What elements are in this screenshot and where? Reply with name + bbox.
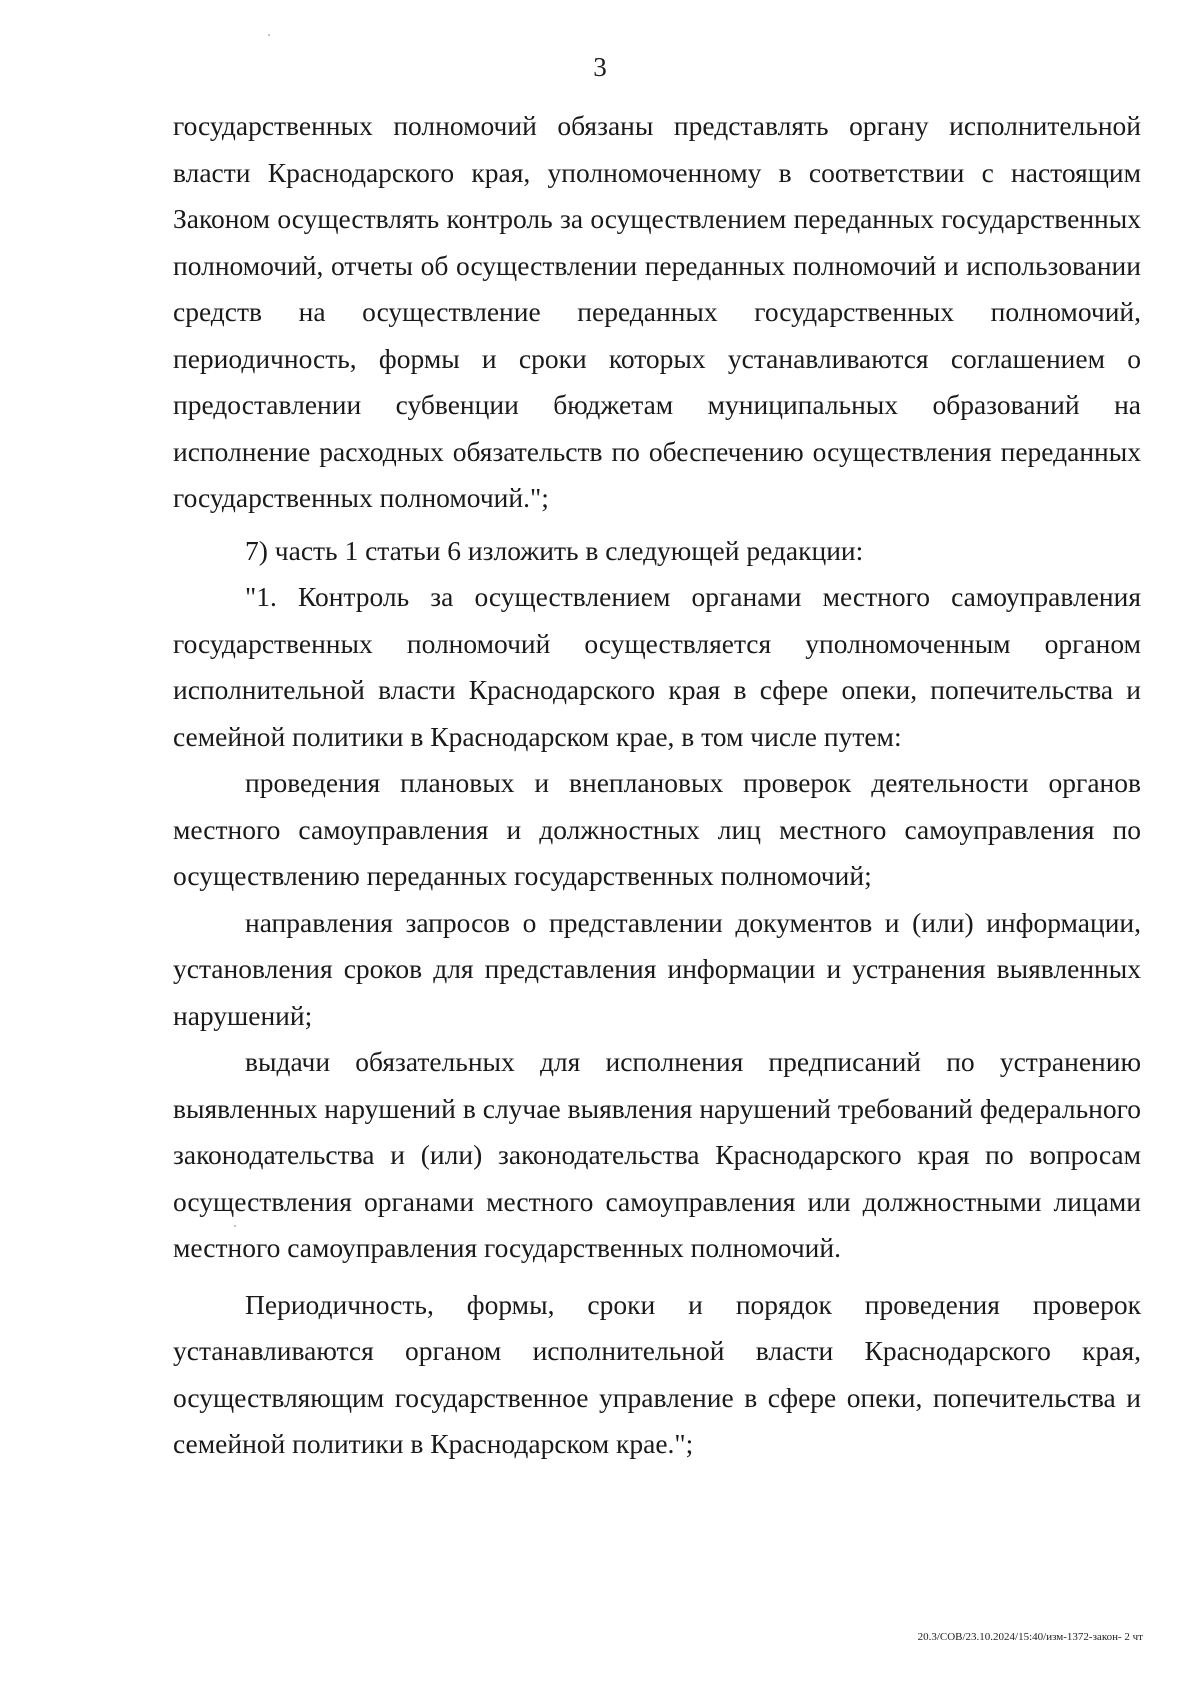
document-footer-code: 20.3/СОВ/23.10.2024/15:40/изм-1372-закон- 2 чт (917, 1631, 1143, 1643)
paragraph-requests: направления запросов о представлении документов и (или) информации, установления сроков для представления информации и устранения выявленных нарушений; (173, 906, 1141, 1031)
document-body (173, 103, 1141, 1468)
scan-speck (268, 34, 270, 36)
paragraph-continuation: государственных полномочий обязаны представлять органу исполнительной власти Краснодарского края, уполномоченному в соответствии с настоящим Законом осуществлять контроль за осуществлением переданных государственных полномочий, отчеты об осуществлении переданных полномочий и использовании средств на осуществление переданных государственных полномочий, периодичность, формы и сроки которых устанавливаются соглашением о предоставлении субвенции бюджетам муниципальных образований на исполнение расходных обязательств по обеспечению осуществления переданных государственных полномочий."; (173, 110, 1141, 513)
scan-speck (234, 1225, 236, 1227)
paragraph-control-clause: "1. Контроль за осуществлением органами местного самоуправления государственных полномочий осуществляется уполномоченным органом исполнительной власти Краснодарского края в сфере опеки, попечительства и семейной политики в Краснодарском крае, в том числе путем: (173, 581, 1141, 752)
paragraph-inspections: проведения плановых и внеплановых проверок деятельности органов местного самоуправления и должностных лиц местного самоуправления по осуществлению переданных государственных полномочий; (173, 767, 1141, 891)
paragraph-orders: выдачи обязательных для исполнения предписаний по устранению выявленных нарушений в случае выявления нарушений требований федерального законодательства и (или) законодательства Краснодарского края по вопросам осуществления органами местного самоуправления или должностными лицами местного самоуправления государственных полномочий. (173, 1046, 1141, 1263)
paragraph-amendment-item-7: 7) часть 1 статьи 6 изложить в следующей редакции: (245, 534, 864, 566)
page-number: 3 (593, 52, 607, 82)
paragraph-periodicity: Периодичность, формы, сроки и порядок проведения проверок устанавливаются органом исполнительной власти Краснодарского края, осуществляющим государственное управление в сфере опеки, попечительства и семейной политики в Краснодарском крае."; (173, 1288, 1141, 1459)
